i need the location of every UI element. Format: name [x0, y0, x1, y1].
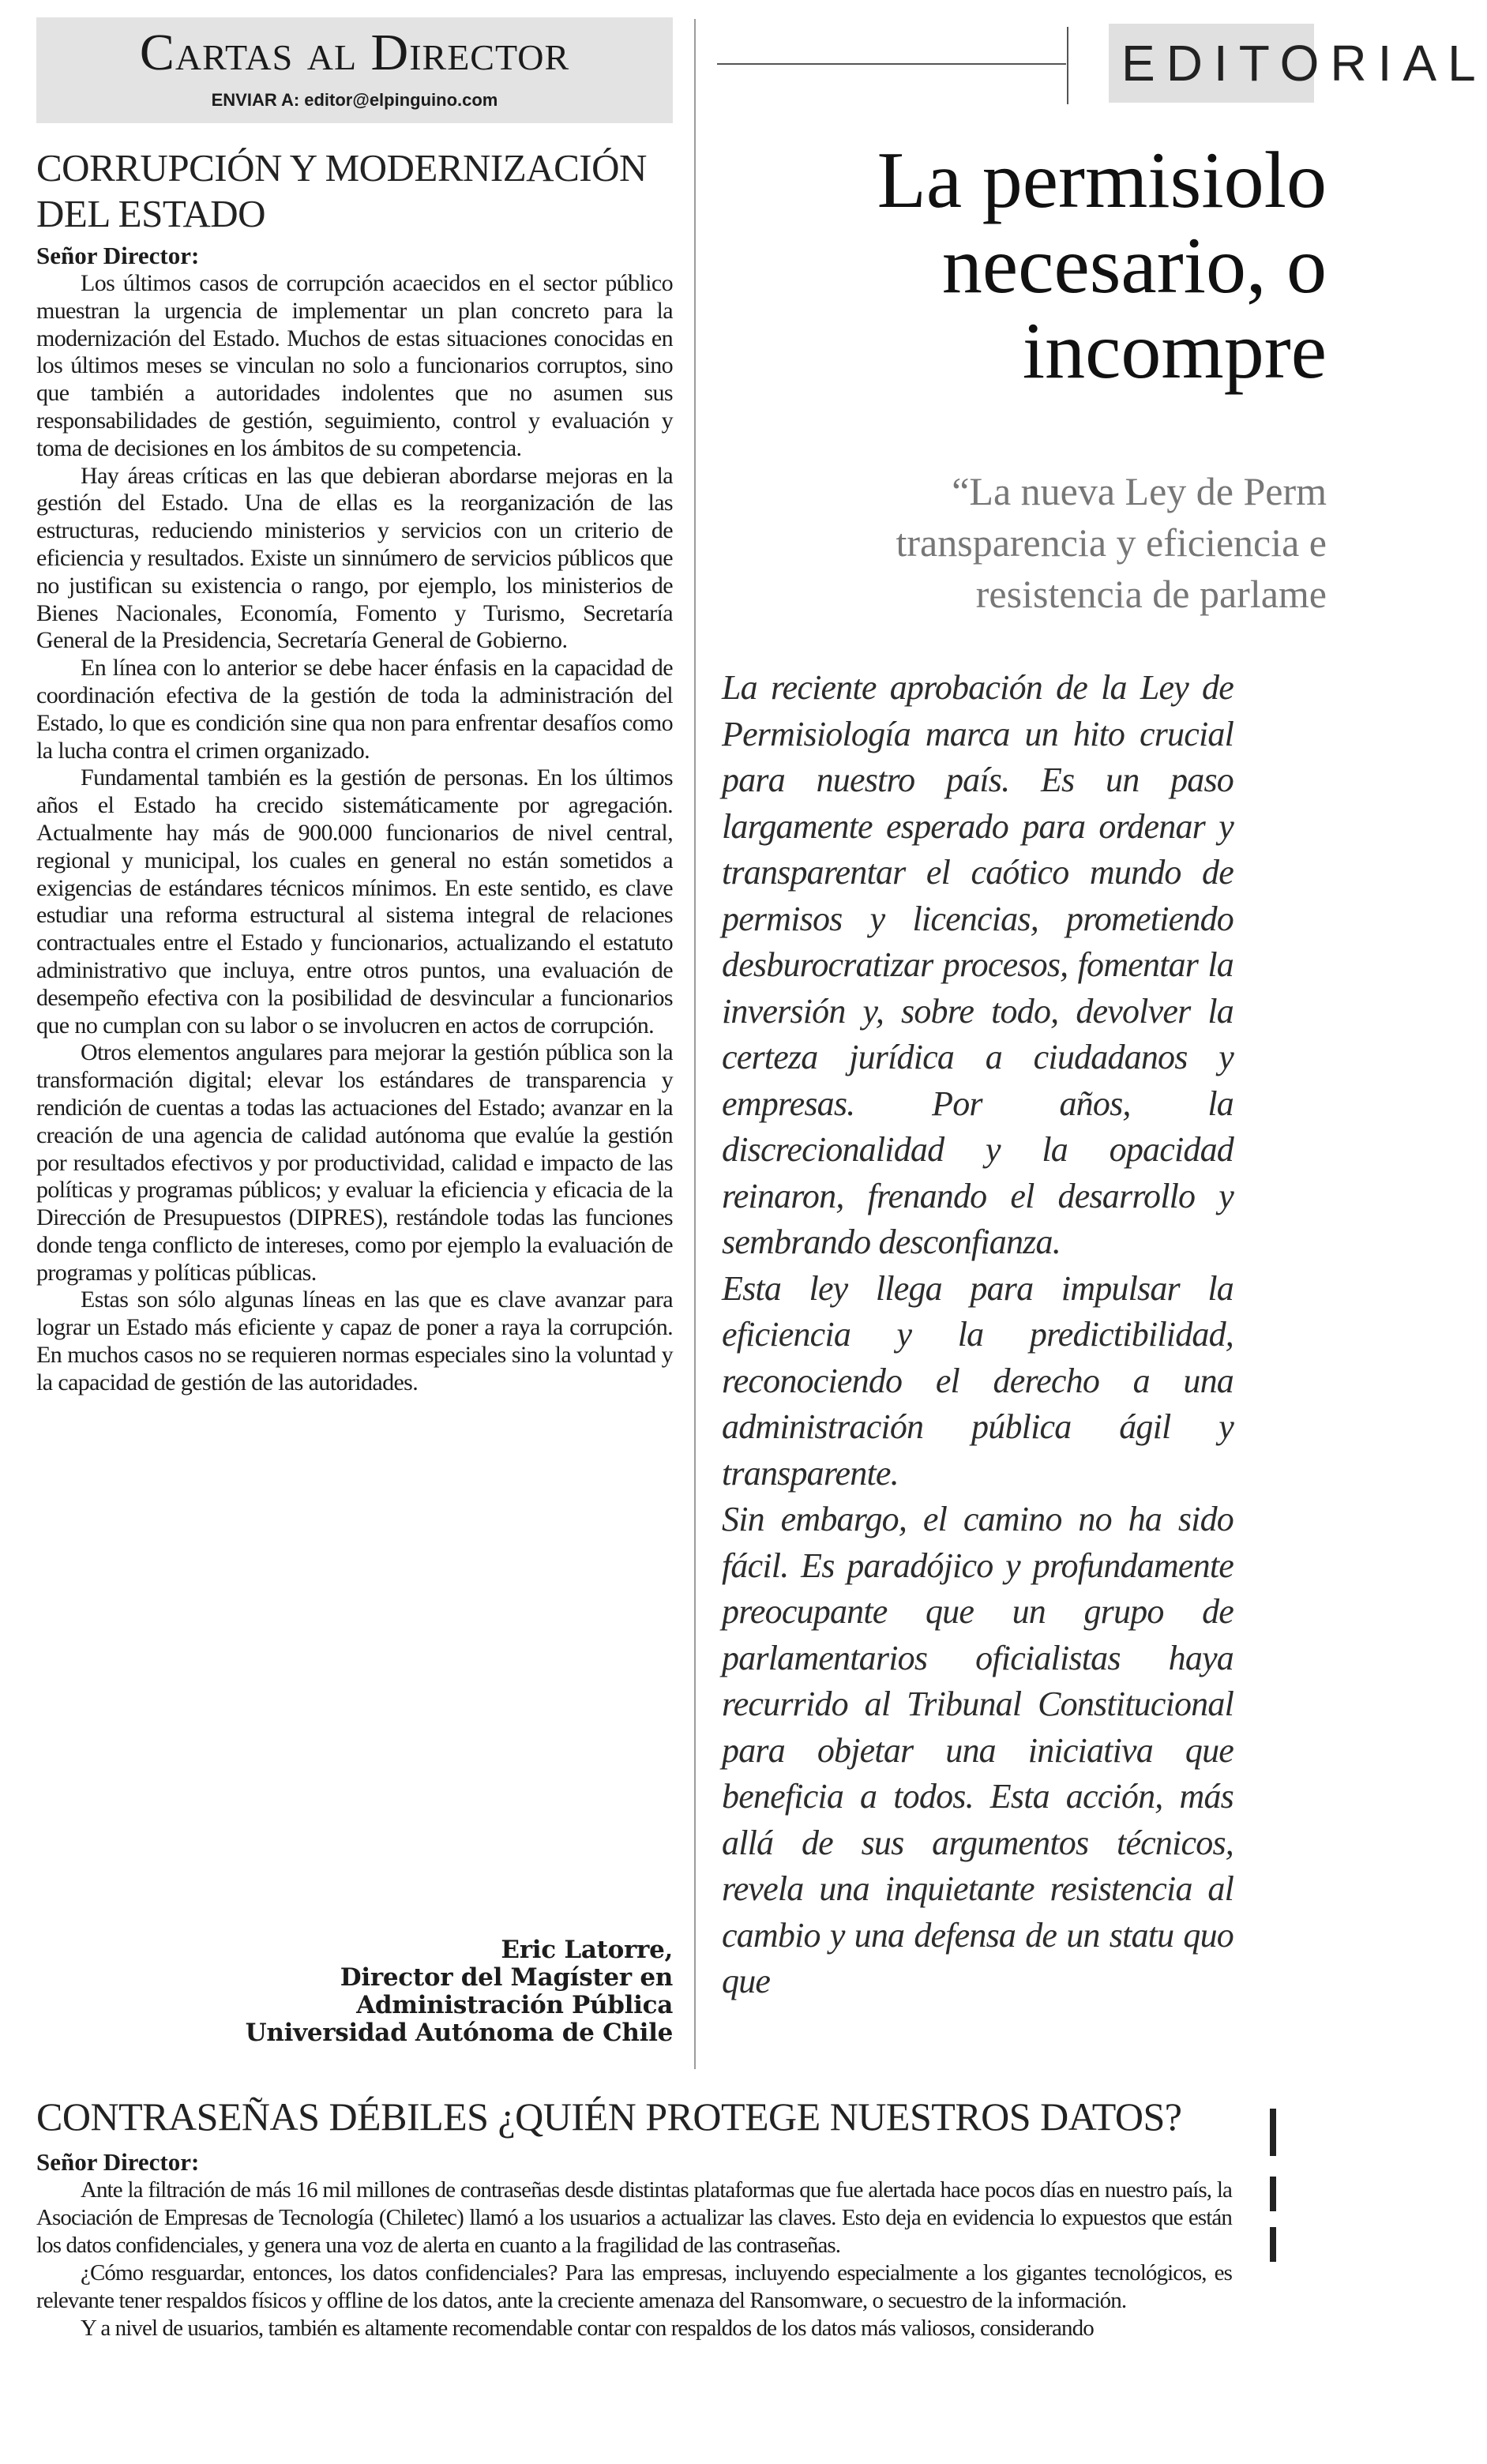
- editorial-body: [722, 665, 1234, 2005]
- editorial-headline: La permisiolo necesario, o incompre: [877, 136, 1327, 396]
- editorial-paragraph: Sin embargo, el camino no ha sido fácil. Es paradójico y profundamente preocupante que un grupo de parlamentarios oficialistas haya recurrido al Tribunal Constitucional para objetar una iniciativa que beneficia a todos. Esta acción, más allá de sus argumentos técnicos, revela una inquietante resistencia al cambio y una defensa de un statu quo que: [722, 1500, 1234, 2000]
- signature-institution: Universidad Autónoma de Chile: [245, 2019, 673, 2047]
- editorial-rule-tick: [1067, 27, 1068, 104]
- letter-paragraph: Los últimos casos de corrupción acaecidos en el sector público muestran la urgencia de implementar un plan concreto para la modernización del Estado. Muchos de estas situaciones conocidas en los últimos meses se vinculan no solo a funcionarios corruptos, sino que también a autoridades indolentes que no asumen sus responsabilidades de gestión, seguimiento, control y evaluación y toma de decisiones en los ámbitos de su competencia.: [36, 270, 673, 461]
- letter-paragraph: Hay áreas críticas en las que debieran abordarse mejoras en la gestión del Estado. Una de ellas es la reorganización de las estructuras, reduciendo ministerios y servicios con un criterio de eficiencia y resultados. Existe un sinnúmero de servicios públicos que no justifican su existencia o rango, por ejemplo, los ministerios de Bienes Nacionales, Economía, Fomento y Turismo, Secretaría General de la Presidencia, Secretaría General de Gobierno.: [36, 462, 673, 654]
- letter-signature: [36, 1936, 673, 2047]
- editorial-rule: [717, 63, 1066, 65]
- letter-paragraph: Ante la filtración de más 16 mil millones de contraseñas desde distintas plataformas que fue alertada hace pocos días en nuestro país, la Asociación de Empresas de Tecnología (Chiletec) llamó a los usuarios a actualizar las claves. Esto deja en evidencia lo expuestos que están los datos confidenciales, y genera una voz de alerta en cuanto a la fragilidad de las contraseñas.: [36, 2177, 1232, 2258]
- letter-title: CORRUPCIÓN Y MODERNIZACIÓN DEL ESTADO: [36, 146, 647, 235]
- letter-body: [36, 2177, 1232, 2342]
- letter-paragraph: Otros elementos angulares para mejorar la gestión pública son la transformación digital; elevar los estándares de transparencia y rendición de cuentas a todas las actuaciones del Estado; avanzar en la creación de una agencia de calidad autónoma que evalúe la gestión por resultados efectivos y por productividad, calidad e impacto de las políticas y programas públicos; y evaluar la eficiencia y eficacia de la Dirección de Presupuestos (DIPRES), restándole todas las funciones donde tenga conflicto de intereses, como por ejemplo la evaluación de programas y políticas públicas.: [36, 1039, 673, 1286]
- column-divider: [694, 19, 696, 2069]
- letter-salutation: Señor Director:: [36, 242, 200, 269]
- letters-section-header: [36, 17, 673, 123]
- letter-salutation: Señor Director:: [36, 2148, 200, 2176]
- letters-section-title: Cartas al Director: [139, 24, 570, 81]
- editorial-subtitle: “La nueva Ley de Perm transparencia y eficiencia e resistencia de parlame: [896, 469, 1327, 616]
- signature-program: Administración Pública: [356, 1991, 673, 2019]
- letter-paragraph: Fundamental también es la gestión de personas. En los últimos años el Estado ha crecido sistemáticamente por agregación. Actualmente hay más de 900.000 funcionarios de nivel central, regional y municipal, los cuales en general no están sometidos a exigencias de estándares técnicos mínimos. En este sentido, es clave estudiar una reforma estructural al sistema integral de relaciones contractuales entre el Estado y funcionarios, actualizando el estatuto administrativo que incluya, entre otros puntos, una evaluación de desempeño efectiva con la posibilidad de desvincular a funcionarios que no cumplan con su labor o se involucren en actos de corrupción.: [36, 764, 673, 1039]
- signature-role: Director del Magíster en: [340, 1963, 673, 1992]
- send-to-label: ENVIAR A:: [211, 90, 300, 110]
- send-to-line: [36, 90, 673, 111]
- letter-paragraph: Y a nivel de usuarios, también es altamente recomendable contar con respaldos de los datos más valiosos, considerando: [81, 2316, 1094, 2341]
- editor-email-link[interactable]: editor@elpinguino.com: [304, 90, 498, 110]
- letter-paragraph: En línea con lo anterior se debe hacer énfasis en la capacidad de coordinación efectiva de la gestión de toda la administración del Estado, lo que es condición sine qua non para enfrentar desafíos como la lucha contra el crimen organizado.: [36, 655, 673, 764]
- letter-corrupcion: [36, 145, 673, 1397]
- signature-name: Eric Latorre,: [501, 1936, 673, 1964]
- letter-title: CONTRASEÑAS DÉBILES ¿QUIÉN PROTEGE NUESTROS DATOS?: [36, 2094, 1182, 2139]
- cropped-column-edge: [1270, 2101, 1276, 2464]
- letter-contrasenas: [36, 2093, 1232, 2464]
- letter-paragraph: Estas son sólo algunas líneas en las que es clave avanzar para lograr un Estado más eficiente y capaz de poner a raya la corrupción. En muchos casos no se requieren normas especiales sino la voluntad y la capacidad de gestión de las autoridades.: [36, 1286, 673, 1395]
- editorial-paragraph: La reciente aprobación de la Ley de Permisiología marca un hito crucial para nuestro país. Es un paso largamente esperado para ordenar y transparentar el caótico mundo de permisos y licencias, prometiendo desburocratizar procesos, fomentar la inversión y, sobre todo, devolver la certeza jurídica a ciudadanos y empresas. Por años, la discrecionalidad y la opacidad reinaron, frenando el desarrollo y sembrando desconfianza.: [722, 668, 1234, 1261]
- letter-body: [36, 270, 673, 1397]
- letter-paragraph: ¿Cómo resguardar, entonces, los datos confidenciales? Para las empresas, incluyendo especialmente a los gigantes tecnológicos, es relevante tener respaldos físicos y offline de los datos, ante la creciente amenaza del Ransomware, o secuestro de la información.: [36, 2260, 1232, 2313]
- editorial-section-label: EDITORIAL: [1109, 24, 1314, 103]
- editorial-paragraph: Esta ley llega para impulsar la eficiencia y la predictibilidad, reconociendo el derecho a una administración pública ágil y transparente.: [722, 1268, 1234, 1493]
